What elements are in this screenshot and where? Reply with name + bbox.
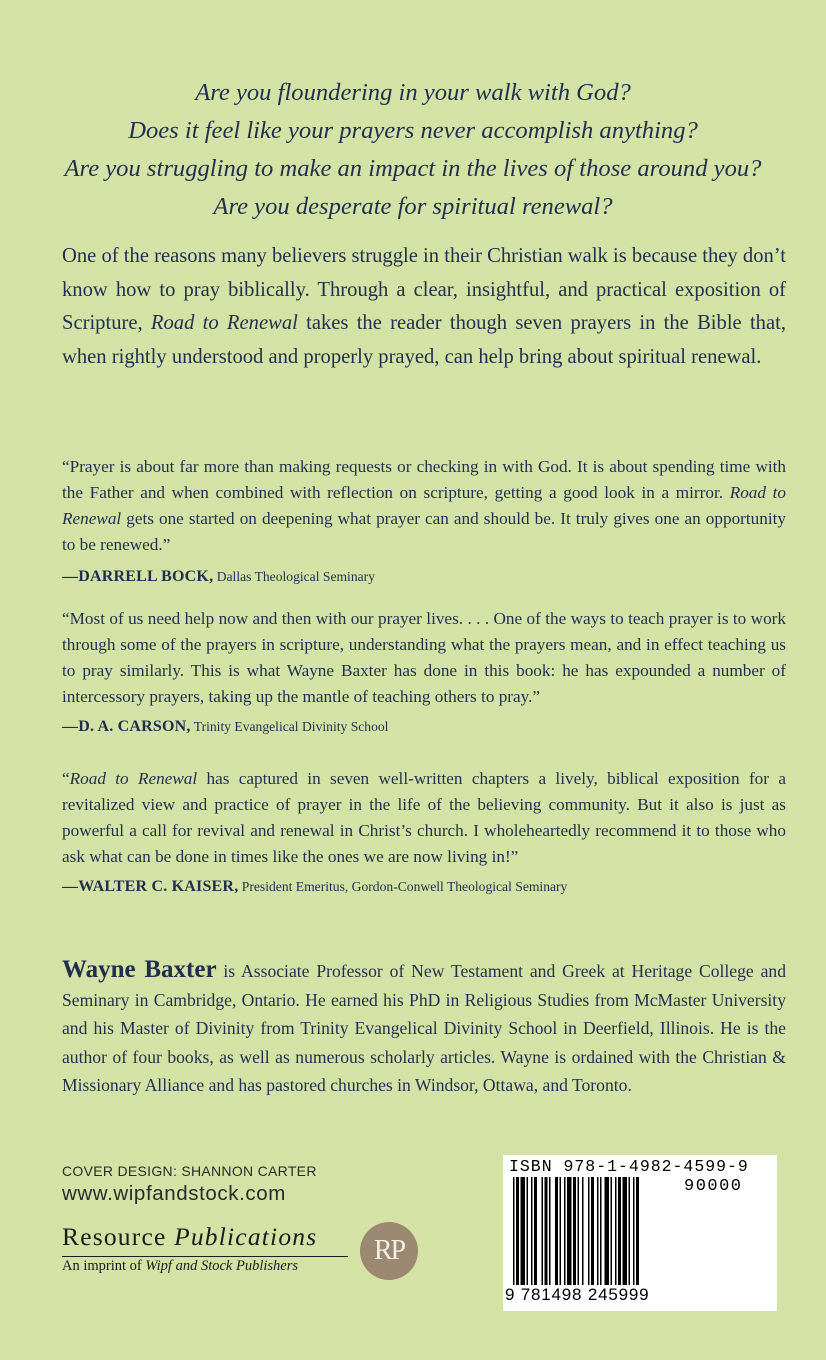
endorsement-quote-carson (62, 606, 786, 710)
publisher-word-1: Resource (62, 1222, 167, 1251)
barcode-bar (564, 1177, 566, 1285)
quote-text: “Prayer is about far more than making requests or checking in with God. It is about spending time with the Father and when combined with reflection on scripture, getting a good look in a mirror. (62, 457, 786, 502)
quote-text: “Most of us need help now and then with our prayer lives. . . . One of the ways to teach prayer is to work through some of the prayers in scripture, understanding what the prayers mean, and in effect teaching us to pray similarly. This is what Wayne Baxter has done in this book: he has expounded a number of intercessory prayers, taking up the mantle of teaching others to pray.” (62, 609, 786, 706)
barcode-bar (623, 1177, 628, 1285)
barcode-bar (578, 1177, 580, 1285)
barcode-panel (503, 1155, 777, 1311)
endorser-name: —D. A. CARSON, (62, 718, 191, 735)
barcode-bar (591, 1177, 594, 1285)
rp-logo-icon: RP (360, 1222, 418, 1280)
publisher-divider (62, 1256, 348, 1257)
endorsement-attribution-carson (62, 718, 388, 736)
barcode-bar (527, 1177, 529, 1285)
barcode-bar (560, 1177, 562, 1285)
question-2: Does it feel like your prayers never accomplish anything? (128, 117, 698, 144)
quote-text: gets one started on deepening what prayer can and should be. It truly gives one an opportunity to be renewed.” (62, 509, 786, 554)
endorsement-attribution-bock (62, 568, 375, 586)
price-code: 90000 (684, 1177, 743, 1196)
author-bio-text: is Associate Professor of New Testament and Greek at Heritage College and Seminary in Cambridge, Ontario. He earned his PhD in Religious Studies from McMaster University and his Master of Divinity from Trinity Evangelical Divinity School in Deerfield, Illinois. He is the author of four books, as well as numerous scholarly articles. Wayne is ordained with the Christian & Missionary Alliance and has pastored churches in Windsor, Ottawa, and Toronto. (62, 961, 786, 1095)
imprint-publisher: Wipf and Stock Publishers (145, 1258, 299, 1274)
quote-text: has captured in seven well-written chapters a lively, biblical exposition for a revitalized view and practice of prayer in the life of the believing community. But it also is just as powerful a call for revival and renewal in Christ’s church. I wholeheartedly recommend it to those who ask what can be done in times like the ones we are now living in!” (62, 769, 786, 866)
imprint-prefix: An imprint of (62, 1258, 146, 1274)
barcode-bar (567, 1177, 572, 1285)
question-1: Are you floundering in your walk with God? (195, 79, 631, 106)
quote-book-title: Road to Renewal (62, 483, 787, 528)
question-3: Are you struggling to make an impact in the lives of those around you? (64, 155, 762, 182)
blurb-part-1: One of the reasons many believers struggle in their Christian walk is because they don’t know how to pray biblically. Through a clear, insightful, and practical exposition of Scripture, (62, 245, 786, 334)
barcode-bar (555, 1177, 558, 1285)
endorser-affiliation: Trinity Evangelical Divinity School (193, 719, 389, 734)
quote-text: “ (62, 769, 70, 788)
barcode-bar (545, 1177, 548, 1285)
imprint-line (62, 1258, 298, 1275)
barcode-bar (513, 1177, 515, 1285)
tagline-questions (40, 74, 786, 226)
blurb-book-title: Road to Renewal (150, 312, 298, 334)
publisher-name (62, 1222, 317, 1252)
barcode-bar (605, 1177, 610, 1285)
quote-book-title: Road to Renewal (69, 769, 198, 788)
barcode-icon (513, 1177, 679, 1285)
ean-digits: 9 781498 245999 (505, 1285, 650, 1304)
barcode-bar (618, 1177, 621, 1285)
endorser-affiliation: Dallas Theological Seminary (216, 569, 375, 584)
endorser-affiliation: President Emeritus, Gordon-Conwell Theological Seminary (241, 879, 568, 894)
question-4: Are you desperate for spiritual renewal? (213, 193, 613, 220)
barcode-bar (615, 1177, 617, 1285)
book-description (62, 240, 786, 374)
barcode-bar (588, 1177, 590, 1285)
barcode-bar (549, 1177, 551, 1285)
endorser-name: —DARRELL BOCK, (62, 568, 214, 585)
barcode-bar (629, 1177, 631, 1285)
barcode-bar (611, 1177, 613, 1285)
endorsement-attribution-kaiser (62, 878, 567, 896)
publisher-word-2: Publications (174, 1222, 318, 1251)
cover-design-credit: COVER DESIGN: SHANNON CARTER (62, 1163, 317, 1179)
barcode-bar (542, 1177, 544, 1285)
publisher-website: www.wipfandstock.com (62, 1182, 286, 1205)
barcode-bar (636, 1177, 639, 1285)
barcode-bar (582, 1177, 584, 1285)
endorsement-quote-kaiser (62, 766, 786, 870)
barcode-bar (597, 1177, 599, 1285)
barcode-bar (516, 1177, 519, 1285)
barcode-bar (534, 1177, 537, 1285)
author-name: Wayne Baxter (62, 956, 217, 983)
isbn-text: ISBN 978-1-4982-4599-9 (509, 1157, 749, 1176)
barcode-bar (600, 1177, 602, 1285)
endorser-name: —WALTER C. KAISER, (62, 878, 239, 895)
barcode-bar (531, 1177, 533, 1285)
author-bio (62, 956, 786, 1100)
blurb-part-2: takes the reader though seven prayers in the Bible that, when rightly understood and properly prayed, can help bring about spiritual renewal. (62, 312, 786, 368)
barcode-bar (573, 1177, 576, 1285)
barcode-bar (633, 1177, 635, 1285)
endorsement-quote-bock (62, 454, 786, 558)
barcode-bar (521, 1177, 526, 1285)
